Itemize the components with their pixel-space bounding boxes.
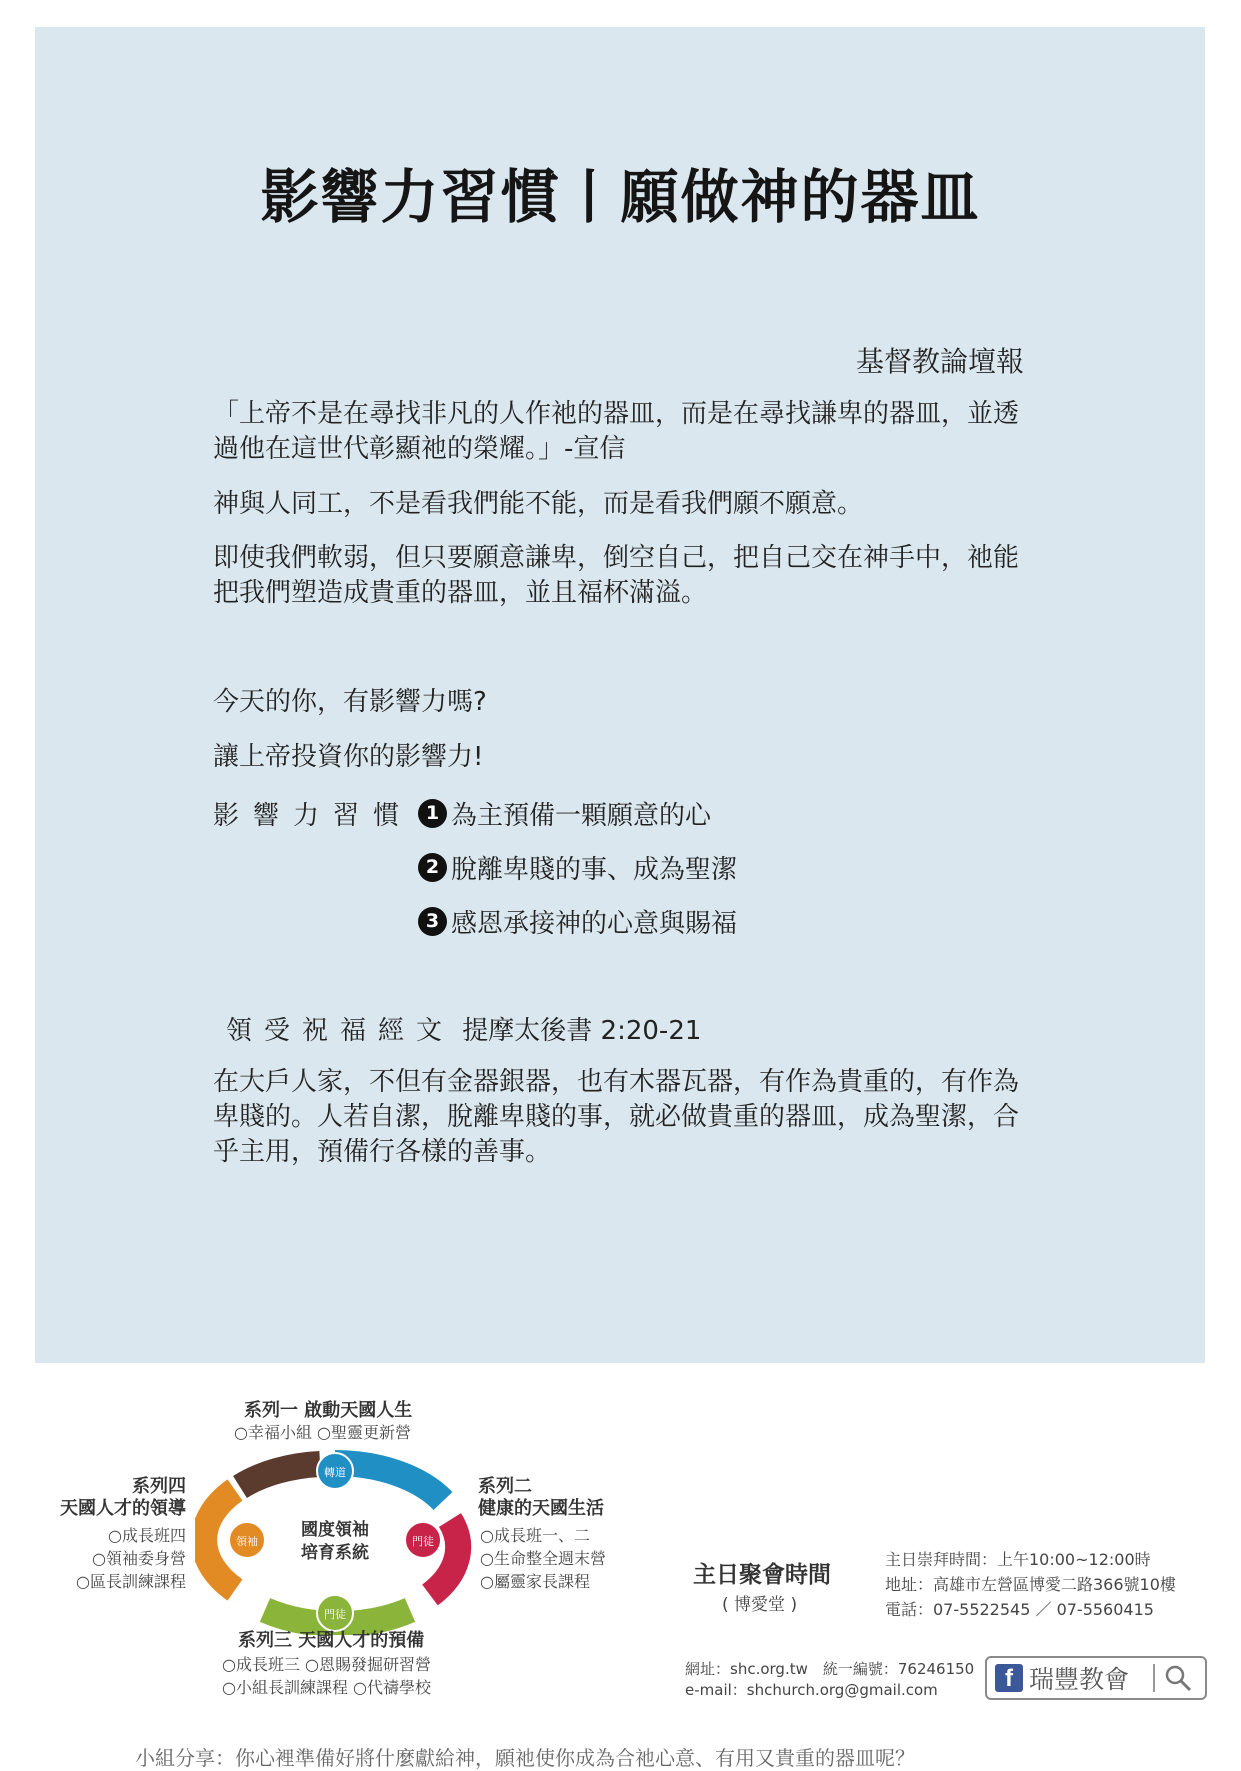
- series2-sub-2: ○生命整全週末營: [480, 1549, 606, 1568]
- series3-sub-2: ○小組長訓練課程 ○代禱學校: [222, 1678, 432, 1697]
- number-2-icon: 2: [418, 853, 447, 882]
- facebook-icon: f: [995, 1664, 1023, 1692]
- verse-label: 領受祝福經文: [226, 1016, 455, 1046]
- series3-sub-1: ○成長班三 ○恩賜發掘研習營: [222, 1655, 432, 1674]
- paragraph-1: 神與人同工，不是看我們能不能，而是看我們願不願意。: [213, 489, 864, 519]
- facebook-page-name: 瑞豐教會: [1029, 1665, 1130, 1694]
- verse-reference: 提摩太後書 2:20-21: [462, 1016, 702, 1046]
- question-1: 今天的你，有影響力嗎?: [213, 687, 487, 717]
- church-phone: 電話：07-5522545 ／ 07-5560415: [885, 1600, 1154, 1619]
- number-1-icon: 1: [418, 799, 447, 828]
- habit-item-2: [418, 849, 737, 886]
- search-icon[interactable]: [1163, 1663, 1193, 1693]
- church-address: 地址：高雄市左營區博愛二路366號10樓: [885, 1575, 1176, 1594]
- facebook-search-box[interactable]: [985, 1656, 1207, 1700]
- series2-sub-1: ○成長班一、二: [480, 1526, 590, 1545]
- habit-item-3: [418, 903, 737, 940]
- series4-title1: 系列四: [132, 1476, 186, 1497]
- paragraph-2: 即使我們軟弱，但只要願意謙卑，倒空自己，把自己交在神手中，祂能把我們塑造成貴重的器皿，並且福杯滿溢。: [213, 543, 1020, 608]
- series4-sub-1: ○成長班四: [108, 1526, 186, 1545]
- series4-title2: 天國人才的領導: [60, 1498, 186, 1519]
- habits-label: 影響力習慣: [213, 801, 414, 831]
- cycle-arc-brown: [240, 1464, 320, 1487]
- series2-sub-3: ○屬靈家長課程: [480, 1572, 590, 1591]
- verse-text: 在大戶人家，不但有金器銀器，也有木器瓦器，有作為貴重的，有作為卑賤的。人若自潔，脫離卑賤的事，就必做貴重的器皿，成為聖潔，合乎主用，預備行各樣的善事。: [213, 1067, 1020, 1167]
- email-line: e-mail：shchurch.org@gmail.com: [685, 1681, 938, 1699]
- page-title: 影響力習慣丨願做神的器皿: [260, 163, 981, 231]
- series3-title: 系列三 天國人才的預備: [238, 1630, 425, 1651]
- question-2: 讓上帝投資你的影響力!: [213, 742, 484, 772]
- node-left-label: 領袖: [236, 1535, 258, 1548]
- footer-cut-text: 小組分享：你心裡準備好將什麼獻給神，願祂使你成為合祂心意、有用又貴重的器皿呢？: [135, 1746, 915, 1770]
- habit-item-1: [418, 795, 711, 832]
- series1-sub: ○幸福小組 ○聖靈更新營: [234, 1423, 412, 1442]
- number-3-icon: 3: [418, 907, 447, 936]
- series1-title: 系列一 啟動天國人生: [244, 1400, 413, 1421]
- habit-text-1: 為主預備一顆願意的心: [451, 801, 712, 831]
- service-time: 主日崇拜時間：上午10:00~12:00時: [885, 1550, 1151, 1569]
- node-top-label: 轉道: [324, 1466, 346, 1479]
- series2-title2: 健康的天國生活: [478, 1498, 604, 1519]
- series4-sub-3: ○區長訓練課程: [76, 1572, 186, 1591]
- diagram-center-line1: 國度領袖: [301, 1520, 369, 1540]
- habit-text-3: 感恩承接神的心意與賜福: [451, 909, 738, 939]
- leadership-cycle-diagram: [195, 1445, 475, 1635]
- series4-sub-2: ○領袖委身營: [92, 1549, 186, 1568]
- source-label: 基督教論壇報: [856, 345, 1025, 378]
- website-line: 網址：shc.org.tw 統一編號：76246150: [685, 1660, 975, 1678]
- diagram-center-line2: 培育系統: [301, 1543, 369, 1563]
- series2-title1: 系列二: [478, 1476, 532, 1497]
- service-title: 主日聚會時間: [693, 1562, 831, 1588]
- search-divider: [1153, 1664, 1155, 1692]
- node-bottom-label: 門徒: [324, 1608, 346, 1621]
- quote-paragraph: 「上帝不是在尋找非凡的人作祂的器皿，而是在尋找謙卑的器皿，並透過他在這世代彰顯祂的榮耀。」-宣信: [213, 399, 1020, 464]
- habit-text-2: 脫離卑賤的事、成為聖潔: [451, 855, 738, 885]
- service-subtitle: ( 博愛堂 ): [722, 1595, 798, 1615]
- verse-heading: [226, 1010, 701, 1047]
- node-right-label: 門徒: [412, 1535, 434, 1548]
